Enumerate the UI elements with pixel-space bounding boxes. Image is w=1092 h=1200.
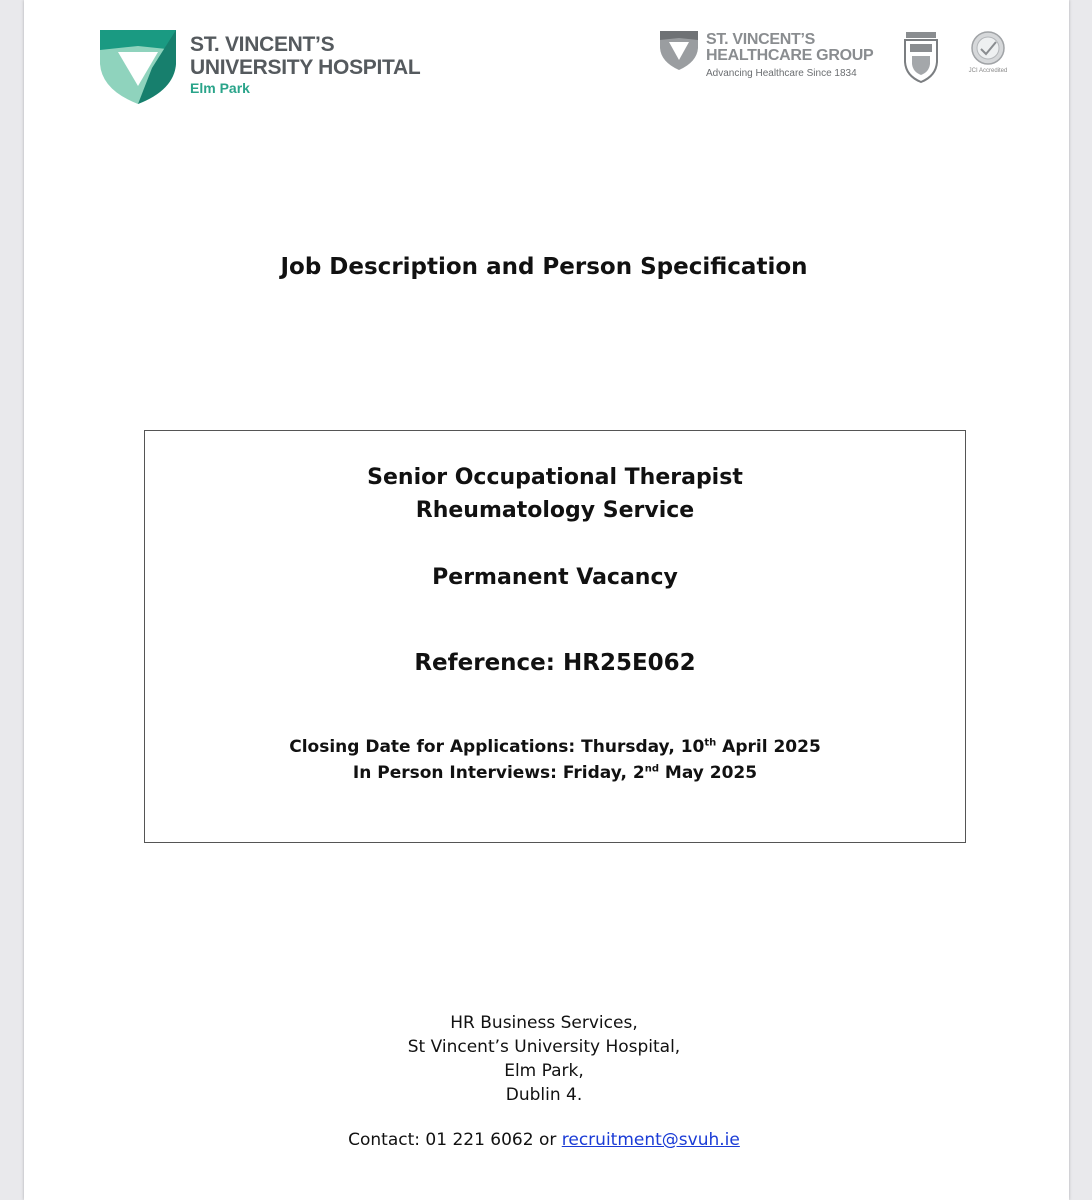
jci-accredited-seal bbox=[962, 30, 1014, 73]
svuh-logo-line3: Elm Park bbox=[190, 80, 250, 96]
recruitment-email-link[interactable]: recruitment@svuh.ie bbox=[561, 1130, 740, 1150]
role-title: Senior Occupational Therapist bbox=[367, 465, 743, 490]
hr-address bbox=[24, 1011, 1064, 1107]
jci-label: JCI Accredited bbox=[968, 68, 1008, 74]
closing-date-prefix: Closing Date for Applications: Thursday, 10 bbox=[289, 737, 705, 757]
address-line: Dublin 4. bbox=[505, 1085, 583, 1105]
page-title: Job Description and Person Specification bbox=[280, 254, 808, 280]
address-line: Elm Park, bbox=[504, 1061, 584, 1081]
group-logo-line1: ST. VINCENT’S bbox=[706, 31, 816, 48]
group-shield-icon bbox=[658, 28, 700, 74]
svuh-logo bbox=[96, 24, 436, 108]
closing-date-suffix-sup: th bbox=[704, 737, 717, 749]
reference-number: Reference: HR25E062 bbox=[414, 650, 696, 676]
ucd-crest-logo bbox=[902, 30, 940, 89]
svuh-shield-icon bbox=[96, 24, 180, 108]
interview-date-suffix-sup: nd bbox=[644, 763, 659, 775]
vacancy-type: Permanent Vacancy bbox=[432, 565, 678, 590]
ucd-crest-icon bbox=[902, 30, 940, 84]
vacancy-details-box bbox=[144, 430, 966, 843]
group-logo-line2: HEALTHCARE GROUP bbox=[706, 47, 874, 64]
service-name: Rheumatology Service bbox=[415, 498, 695, 523]
svuh-logo-line1: ST. VINCENT’S bbox=[190, 33, 335, 56]
contact-prefix: Contact: 01 221 6062 or bbox=[348, 1130, 562, 1150]
healthcare-group-logo bbox=[658, 28, 888, 88]
svuh-logo-line2: UNIVERSITY HOSPITAL bbox=[190, 56, 421, 79]
address-line: HR Business Services, bbox=[450, 1013, 638, 1033]
closing-date bbox=[145, 737, 965, 757]
interview-date bbox=[145, 763, 965, 783]
jci-seal-icon bbox=[962, 30, 1014, 68]
closing-date-suffix: April 2025 bbox=[716, 737, 821, 757]
document-page bbox=[24, 0, 1069, 1200]
interview-date-suffix: May 2025 bbox=[658, 763, 758, 783]
contact-line bbox=[24, 1130, 1064, 1150]
interview-date-prefix: In Person Interviews: Friday, 2 bbox=[352, 763, 645, 783]
address-line: St Vincent’s University Hospital, bbox=[407, 1037, 681, 1057]
group-logo-tagline: Advancing Healthcare Since 1834 bbox=[706, 68, 857, 79]
